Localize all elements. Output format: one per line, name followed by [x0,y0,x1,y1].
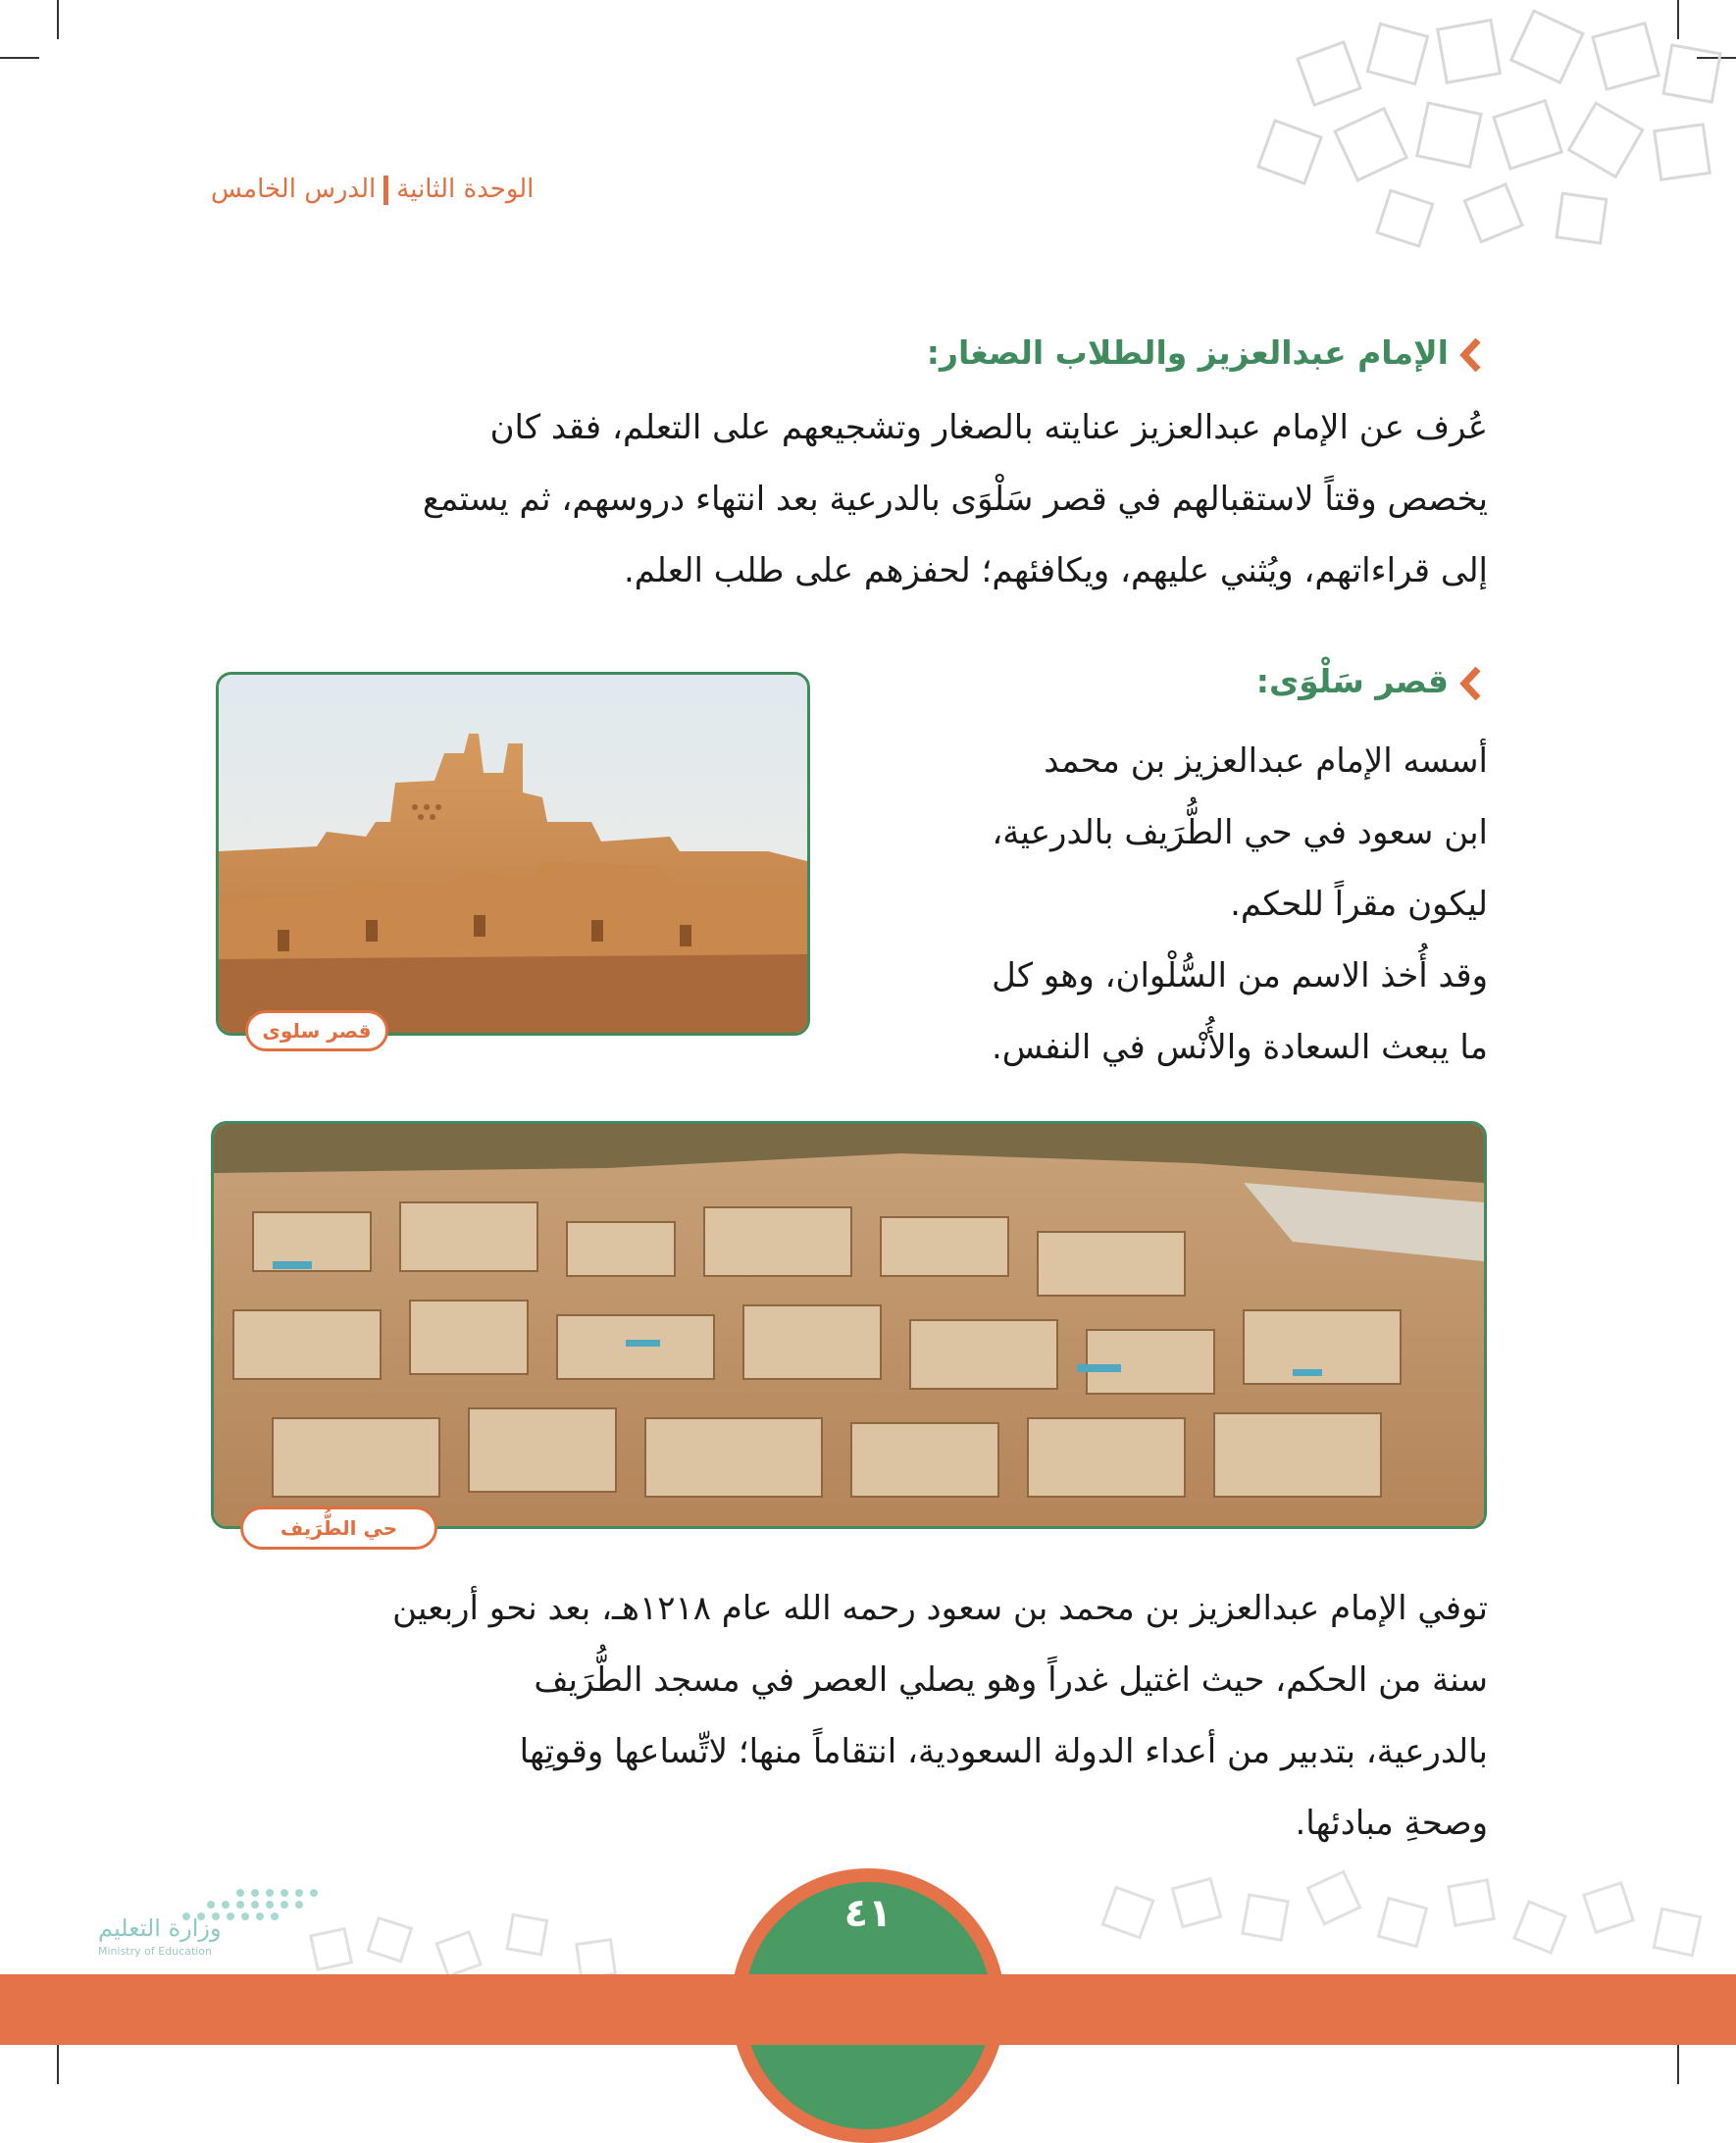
text-line: يخصص وقتاً لاستقبالهم في قصر سَلْوَى بالدرعية بعد انتهاء دروسهم، ثم يستمع [422,480,1488,519]
text-line: وقد أُخذ الاسم من السُّلْوان، وهو كل [992,956,1488,995]
crop-mark [57,2045,59,2084]
header-unit: الوحدة الثانية [396,175,535,204]
decorative-squares-top [1226,0,1736,265]
crop-mark [1677,2045,1679,2084]
text-line: ليكون مقراً للحكم. [1230,885,1488,924]
district-photo-icon [214,1124,1484,1526]
text-line: سنة من الحكم، حيث اغتيل غدراً وهو يصلي العصر في مسجد الطُّرَيف [534,1660,1488,1700]
text-line: بالدرعية، بتدبير من أعداء الدولة السعودية، انتقاماً منها؛ لاتِّساعها وقوتِها [519,1732,1488,1771]
crop-mark [0,57,39,59]
bottom-bar [0,1974,1736,2045]
chevron-left-icon [1458,338,1488,372]
section1-paragraph [213,392,1488,607]
chevron-left-icon [1458,667,1488,700]
section1-heading-text: الإمام عبدالعزيز والطلاب الصغار: [926,333,1449,372]
header-separator [383,176,388,205]
district-photo [211,1121,1487,1529]
section2-paragraph [870,726,1488,1084]
header-breadcrumb [211,175,534,205]
section3-paragraph [213,1573,1488,1860]
section1-heading [927,333,1488,372]
text-line: وصحةِ مبادئها. [1295,1804,1488,1843]
text-line: ابن سعود في حي الطُّرَيف بالدرعية، [992,813,1488,852]
text-line: توفي الإمام عبدالعزيز بن محمد بن سعود رحمه الله عام ١٢١٨هـ، بعد نحو أربعين [392,1589,1488,1628]
crop-mark [57,0,59,39]
district-photo-caption: حي الطُّرَيف [240,1506,437,1550]
text-line: ما يبعث السعادة والأُنْس في النفس. [991,1028,1488,1067]
palace-photo-icon [219,675,807,1033]
section2-heading [1256,662,1488,700]
text-line: إلى قراءاتهم، ويُثني عليهم، ويكافئهم؛ لحفزهم على طلب العلم. [624,551,1488,590]
section2-heading-text: قصر سَلْوَى: [1255,662,1449,700]
page-number: ٤١ [843,1891,893,1936]
ministry-logo-text: وزارة التعليم [98,1914,222,1942]
header-lesson: الدرس الخامس [211,175,377,204]
text-line: أسسه الإمام عبدالعزيز بن محمد [1044,741,1488,781]
palace-photo-caption: قصر سلوى [245,1010,388,1051]
ministry-logo-subtext: Ministry of Education [98,1945,213,1958]
text-line: عُرف عن الإمام عبدالعزيز عنايته بالصغار وتشجيعهم على التعلم، فقد كان [489,408,1488,447]
palace-photo [216,672,810,1036]
